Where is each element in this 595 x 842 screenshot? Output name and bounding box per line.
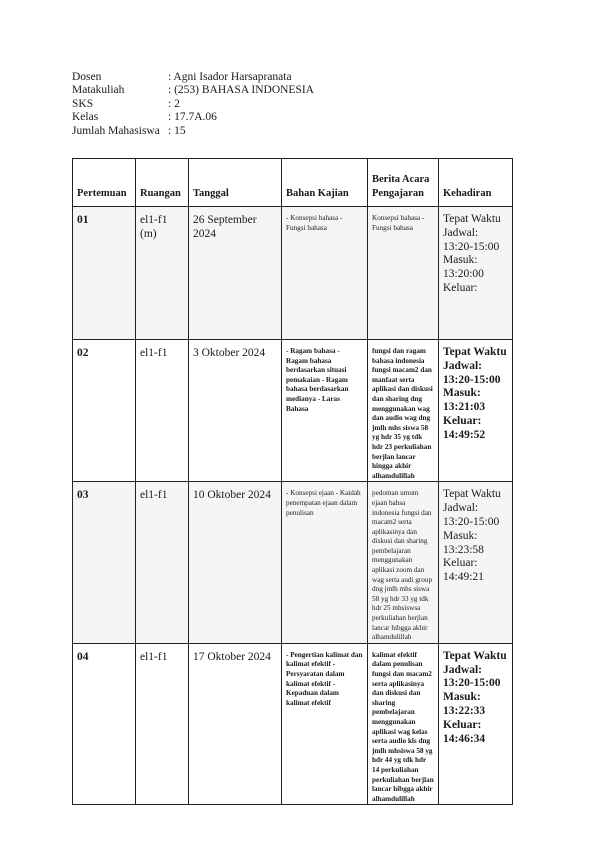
cell-berita-acara: Konsepsi bahasa - Fungsi bahasa (368, 207, 439, 340)
cell-pertemuan: 04 (73, 643, 136, 805)
info-row-jumlah-mahasiswa (72, 125, 314, 138)
kehadiran-masuk: Masuk: 13:23:58 (443, 529, 484, 556)
info-row-kelas (72, 111, 314, 124)
kehadiran-status: Tepat Waktu (443, 346, 507, 358)
kehadiran-keluar: Keluar: 14:46:34 (443, 718, 486, 745)
info-row-sks (72, 98, 314, 111)
table-header-row (73, 159, 513, 207)
cell-tanggal: 17 Oktober 2024 (189, 643, 282, 805)
kehadiran-jadwal: Jadwal: 13:20-15:00 (443, 663, 501, 690)
kehadiran-keluar: Keluar: 14:49:52 (443, 414, 486, 441)
table-row (73, 340, 513, 482)
kehadiran-masuk: Masuk: 13:20:00 (443, 254, 484, 281)
header-berita-acara: Berita Acara Pengajaran (368, 159, 439, 207)
info-value: : (253) BAHASA INDONESIA (168, 84, 314, 97)
kehadiran-masuk: Masuk: 13:21:03 (443, 387, 486, 414)
cell-bahan-kajian: - Ragam bahasa - Ragam bahasa berdasarkan situasi pemakaian - Ragam bahasa berdasarkan medianya - Laras Bahasa (282, 340, 368, 482)
cell-bahan-kajian: - Konsepsi bahasa - Fungsi bahasa (282, 207, 368, 340)
cell-bahan-kajian: - Konsepsi ejaan - Kaidah penempatan ejaan dalam penulisan (282, 482, 368, 644)
cell-tanggal: 3 Oktober 2024 (189, 340, 282, 482)
kehadiran-jadwal: Jadwal: 13:20-15:00 (443, 226, 500, 253)
header-kehadiran: Kehadiran (439, 159, 513, 207)
table-row (73, 482, 513, 644)
table-row (73, 207, 513, 340)
header-ruangan: Ruangan (136, 159, 189, 207)
kehadiran-keluar: Keluar: 14:49:21 (443, 557, 484, 584)
header-pertemuan: Pertemuan (73, 159, 136, 207)
info-label: Kelas (72, 111, 99, 124)
info-label: Matakuliah (72, 84, 125, 97)
kehadiran-keluar: Keluar: (443, 281, 478, 294)
cell-kehadiran (439, 643, 513, 805)
kehadiran-status: Tepat Waktu (443, 649, 507, 662)
cell-berita-acara: fungsi dan ragam bahasa indonesia fungsi macam2 dan manfaat serta aplikasi dan diskusi dan sharing dng menggunakan wag dan audio wag dng jmlh mhs siswa 58 yg hdr 35 yg tdk hdr 23 perkuliahan berjlan lancar hingga akhir alhamdulillah (368, 340, 439, 482)
table-row (73, 643, 513, 805)
info-value: : Agni Isador Harsapranata (168, 71, 292, 83)
kehadiran-masuk: Masuk: 13:22:33 (443, 691, 486, 717)
cell-ruangan: el1-f1 (136, 643, 189, 805)
cell-ruangan: el1-f1 (m) (136, 207, 189, 340)
cell-pertemuan: 01 (73, 207, 136, 340)
cell-berita-acara: pedoman umum ejaan bahsa indonesia fungsi dan macam2 serta aplikasinya dan diskusi dan sharing pembelajaran menggunakan aplikasi zoom dan wag serta audi group dng jmlh mhs siswa 58 yg hdr 33 yg tdk hdr 25 mhsiswsa perkuliahan berjlan lancar hibgga akhir alhamdulillah (368, 482, 439, 644)
kehadiran-status: Tepat Waktu (443, 213, 501, 225)
cell-pertemuan: 03 (73, 482, 136, 644)
info-label: Jumlah Mahasiswa (72, 124, 160, 137)
kehadiran-status: Tepat Waktu (443, 488, 501, 501)
kehadiran-jadwal: Jadwal: 13:20-15:00 (443, 359, 501, 386)
info-value: : 15 (168, 124, 186, 137)
kehadiran-jadwal: Jadwal: 13:20-15:00 (443, 502, 500, 528)
info-value: : 17.7A.06 (168, 111, 217, 124)
cell-tanggal: 26 September 2024 (189, 207, 282, 340)
attendance-table (72, 158, 513, 805)
info-value: : 2 (168, 97, 180, 110)
info-label: Dosen (72, 71, 102, 83)
cell-bahan-kajian: - Pengertian kalimat dan kalimat efektif - Persyaratan dalam kalimat efektif - Kepaduan dalam kalimat efektif (282, 643, 368, 805)
cell-tanggal: 10 Oktober 2024 (189, 482, 282, 644)
cell-berita-acara: kalimat efektif dalam penulisan fungsi dan macam2 serta aplikasinya dan diskusi dan sharing pembelajaran menggunakan aplikasi wag kelas serta audio kls dng jmlh mhsiswa 58 yg hdr 44 yg tdk hdr 14 perkuliahan perkuliahan berjlan lancar hibgga akhir alhamdulillah (368, 643, 439, 805)
info-row-matakuliah (72, 84, 314, 97)
info-label: SKS (72, 97, 94, 110)
cell-ruangan: el1-f1 (136, 340, 189, 482)
cell-ruangan: el1-f1 (136, 482, 189, 644)
cell-kehadiran (439, 340, 513, 482)
cell-kehadiran (439, 482, 513, 644)
cell-kehadiran (439, 207, 513, 340)
info-row-dosen (72, 71, 314, 84)
header-bahan-kajian: Bahan Kajian (282, 159, 368, 207)
course-info (72, 71, 314, 138)
header-tanggal: Tanggal (189, 159, 282, 207)
cell-pertemuan: 02 (73, 340, 136, 482)
